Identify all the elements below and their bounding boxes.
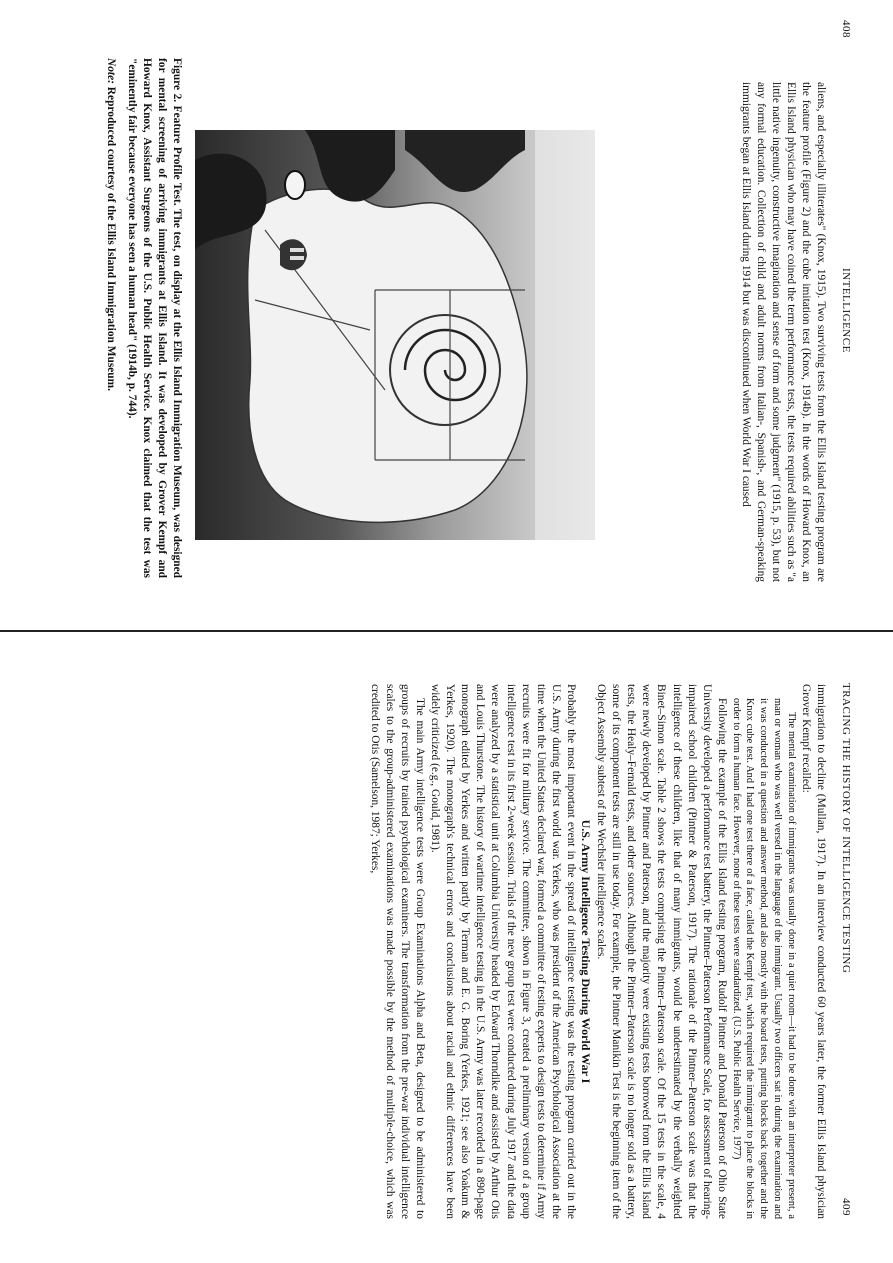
right-paragraph-1: immigration to decline (Mullan, 1917). In an interview conducted 60 years later, the former Ellis Island physician Grover Kempf recalled: <box>799 684 827 1219</box>
figure-note-label: Note: <box>104 58 117 84</box>
left-body-paragraph: aliens, and especially illiterates" (Knox, 1915). Two surviving tests from the Ellis Island testing program are the feature profile (Figure 2) and the cube imitation test (Knox, 1914b). In the words of Howard Knox, an Ellis Island physician who may have coined the term performance tests, the tests required abilities such as "a little native ingenuity, constructive imagination and sense of form and some judgment" (1915, p. 53), but not any formal education. Collection of child and adult norms from Italian-, Spanish-, and German-speaking immigrants began at Ellis Island during 1914 but was discontinued when World War I caused <box>739 82 827 582</box>
right-paragraph-4: The main Army intelligence tests were Group Examinations Alpha and Beta, designed to be administered to groups of recruits by trained psychological examiners. The transformation from the pre-war individual intelligence scales to the group-administered examinations was made possible by the method of multiple-choice, which was credited to Otis (Samelson, 1987; Yerkes, <box>368 684 426 1219</box>
right-page-number: 409 <box>840 1198 852 1216</box>
kempf-quote: The mental examination of immigrants was usually done in a quiet room—it had to be done with an interpreter present, a man or woman who was well versed in the language of the immigrant. Usually two officers sat in during the examination and it was conducted in a question and answer method, and also mostly with the board tests, putting blocks back together and the Knox cube test. And I had one test there of a face, called the Kempf test, which required the immigrant to place the blocks in order to form a human face. However, none of these tests were standardized. (U.S. Public Health Service, 1977) <box>730 698 797 1219</box>
left-running-head: INTELLIGENCE <box>840 268 852 353</box>
figure-note <box>103 58 118 578</box>
figure-note-text: Reproduced courtesy of the Ellis Island Immigration Museum. <box>104 86 117 391</box>
right-running-head: TRACING THE HISTORY OF INTELLIGENCE TESTING <box>840 683 852 974</box>
page-fold-line <box>0 630 893 634</box>
figure-caption-text: Figure 2. Feature Profile Test. The test, on display at the Ellis Island Immigration Museum, was designed for mental screening of arriving immigrants at Ellis Island. It was developed by Grover Kempf and Howard Knox, Assistant Surgeons of the U.S. Public Health Service. Knox claimed that the test was "eminently fair because everyone has seen a human head" (1914b, p. 744). <box>125 58 183 578</box>
left-body-text <box>737 82 828 582</box>
right-paragraph-3: Probably the most important event in the spread of intelligence testing was the testing program carried out in the U.S. Army during the first world war. Yerkes, who was president of the American Psychological Association at the time when the United States declared war, formed a committee of testing experts to design tests to determine if Army recruits were fit for military service. The committee, shown in Figure 3, created a preliminary version of a group intelligence test in its first 2-week session. Trials of the new group test were conducted during July 1917 and the data were analyzed by a statistical unit at Columbia University headed by Edward Thorndike and assisted by Arthur Otis and Louis Thurstone. The history of wartime intelligence testing in the U.S. Army was later recorded in a 890-page monograph edited by Yerkes and written partly by Terman and E. G. Boring (Yerkes, 1921; see also Yoakum & Yerkes, 1920). The monograph's technical errors and conclusions about racial and ethnic differences have been widely criticized (e.g., Gould, 1981). <box>429 684 577 1219</box>
right-body-text <box>367 684 828 1219</box>
figure-caption <box>103 58 184 578</box>
right-paragraph-2: Following the example of the Ellis Island testing program, Rudolf Pintner and Donald Paterson of Ohio State University developed a performance test battery, the Pintner–Paterson Performance Scale, for assessment of hearing-impaired school children (Pintner & Paterson, 1917). The rationale of the Pintner–Paterson scale was that the intelligence of these children, like that of many immigrants, would be underestimated by the verbally weighted Binet–Simon scale. Table 2 shows the tests comprising the Pintner–Paterson scale. Of the 15 tests in the scale, 4 were newly developed by Pintner and Paterson, and the majority were existing tests borrowed from the Ellis Island tests, the Healy–Fernald tests, and other sources. Although the Pintner–Paterson scale is no longer sold as a battery, some of its component tests are still in use today. For example, the Pintner Manikin Test is the beginning item of the Object Assembly subtest of the Wechsler intelligence scales. <box>595 684 728 1219</box>
feature-profile-figure <box>195 130 595 540</box>
section-heading: U.S. Army Intelligence Testing During World War I <box>578 819 593 1084</box>
feature-profile-photo <box>195 130 595 540</box>
left-page-number: 408 <box>840 20 852 38</box>
